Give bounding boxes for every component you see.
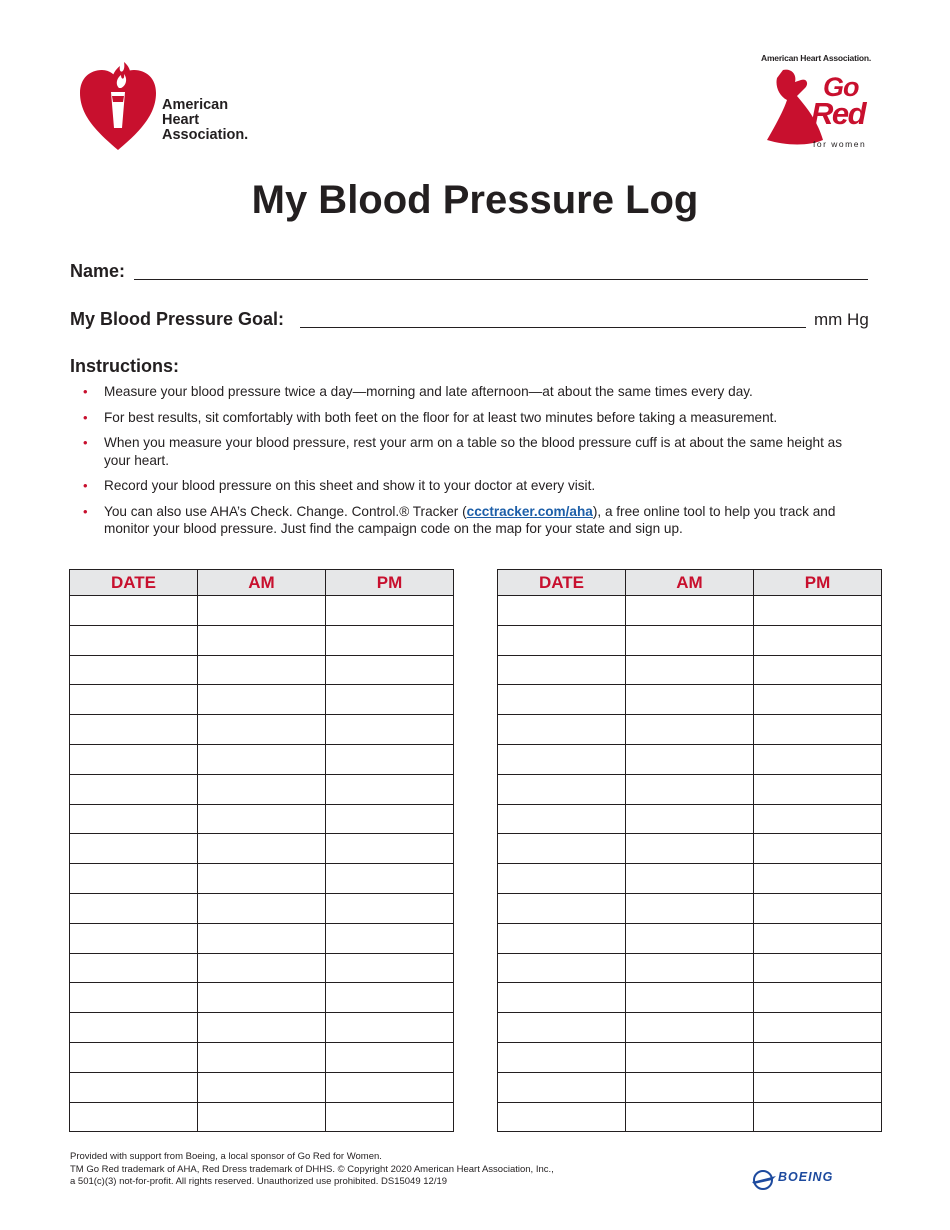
table-row: [70, 685, 454, 715]
footer-line: TM Go Red trademark of AHA, Red Dress trademark of DHHS. © Copyright 2020 American Heart Association, Inc.,: [70, 1163, 554, 1175]
column-header-am: AM: [198, 570, 326, 596]
goal-label: My Blood Pressure Goal:: [70, 309, 285, 329]
am-cell[interactable]: [626, 1013, 754, 1043]
table-row: [70, 893, 454, 923]
am-cell[interactable]: [626, 715, 754, 745]
list-item-text: ), a free online tool to help you track and monitor your blood pressure. Just find the campaign code on the map for your state and sign up.: [104, 503, 836, 536]
table-row: [70, 625, 454, 655]
am-cell[interactable]: [198, 953, 326, 983]
table-row: [70, 715, 454, 745]
am-cell[interactable]: [626, 655, 754, 685]
list-item-text: You can also use AHA’s Check. Change. Control.® Tracker (: [104, 503, 467, 519]
date-cell[interactable]: [70, 1102, 198, 1132]
am-cell[interactable]: [198, 834, 326, 864]
table-row: [498, 1013, 882, 1043]
am-cell[interactable]: [198, 655, 326, 685]
pm-cell[interactable]: [326, 715, 454, 745]
date-cell[interactable]: [70, 715, 198, 745]
date-cell[interactable]: [498, 1072, 626, 1102]
am-cell[interactable]: [626, 893, 754, 923]
aha-wordmark: [162, 98, 248, 143]
aha-logo: [78, 58, 278, 153]
table-row: [498, 834, 882, 864]
table-row: [498, 596, 882, 626]
am-cell[interactable]: [626, 864, 754, 894]
am-cell[interactable]: [626, 923, 754, 953]
table-row: [70, 923, 454, 953]
table-row: [70, 774, 454, 804]
pm-cell[interactable]: [754, 685, 882, 715]
pm-cell[interactable]: [326, 685, 454, 715]
table-row: [498, 983, 882, 1013]
date-cell[interactable]: [498, 923, 626, 953]
table-row: [70, 1102, 454, 1132]
table-row: [70, 983, 454, 1013]
date-cell[interactable]: [70, 744, 198, 774]
boeing-wordmark: BOEING: [778, 1170, 834, 1184]
name-label: Name:: [70, 261, 126, 281]
table-row: [70, 596, 454, 626]
date-cell[interactable]: [70, 1013, 198, 1043]
pm-cell[interactable]: [326, 655, 454, 685]
date-cell[interactable]: [498, 1013, 626, 1043]
date-cell[interactable]: [498, 625, 626, 655]
pm-cell[interactable]: [326, 923, 454, 953]
date-cell[interactable]: [70, 953, 198, 983]
column-header-pm: PM: [326, 570, 454, 596]
date-cell[interactable]: [70, 1042, 198, 1072]
footer-line: Provided with support from Boeing, a local sponsor of Go Red for Women.: [70, 1151, 382, 1162]
log-table-right: [497, 569, 882, 1132]
am-cell[interactable]: [626, 804, 754, 834]
pm-cell[interactable]: [326, 1102, 454, 1132]
pm-cell[interactable]: [754, 1102, 882, 1132]
pm-cell[interactable]: [754, 596, 882, 626]
pm-cell[interactable]: [754, 983, 882, 1013]
boeing-logo: [750, 1166, 870, 1196]
table-row: [70, 804, 454, 834]
date-cell[interactable]: [70, 655, 198, 685]
am-cell[interactable]: [198, 715, 326, 745]
date-cell[interactable]: [498, 1102, 626, 1132]
pm-cell[interactable]: [326, 804, 454, 834]
am-cell[interactable]: [626, 953, 754, 983]
goal-unit: mm Hg: [814, 310, 869, 329]
list-item: [70, 503, 870, 538]
am-cell[interactable]: [198, 804, 326, 834]
table-row: [70, 1013, 454, 1043]
pm-cell[interactable]: [326, 1072, 454, 1102]
date-cell[interactable]: [70, 923, 198, 953]
table-row: [498, 715, 882, 745]
date-cell[interactable]: [70, 774, 198, 804]
date-cell[interactable]: [498, 774, 626, 804]
table-row: [498, 625, 882, 655]
date-cell[interactable]: [498, 804, 626, 834]
pm-cell[interactable]: [754, 953, 882, 983]
table-row: [70, 1072, 454, 1102]
column-header-am: AM: [626, 570, 754, 596]
table-row: [70, 864, 454, 894]
am-cell[interactable]: [626, 983, 754, 1013]
table-row: [70, 1042, 454, 1072]
pm-cell[interactable]: [754, 625, 882, 655]
heart-torch-icon: [78, 58, 158, 153]
am-cell[interactable]: [626, 834, 754, 864]
list-item: • Measure your blood pressure twice a day—morning and late afternoon—at about the same times every day.: [70, 383, 870, 401]
am-cell[interactable]: [626, 685, 754, 715]
date-cell[interactable]: [498, 864, 626, 894]
pm-cell[interactable]: [326, 893, 454, 923]
date-cell[interactable]: [498, 893, 626, 923]
date-cell[interactable]: [498, 596, 626, 626]
am-cell[interactable]: [626, 625, 754, 655]
pm-cell[interactable]: [326, 864, 454, 894]
pm-cell[interactable]: [754, 1072, 882, 1102]
table-row: [498, 685, 882, 715]
date-cell[interactable]: [70, 1072, 198, 1102]
page-title: My Blood Pressure Log: [251, 178, 699, 222]
am-cell[interactable]: [198, 774, 326, 804]
go-red-logo: [755, 50, 895, 155]
table-row: [70, 655, 454, 685]
am-cell[interactable]: [198, 923, 326, 953]
date-cell[interactable]: [70, 983, 198, 1013]
name-input-line[interactable]: [134, 279, 868, 280]
am-cell[interactable]: [198, 1013, 326, 1043]
instructions-list: [70, 383, 870, 546]
date-cell[interactable]: [498, 655, 626, 685]
list-item: • For best results, sit comfortably with both feet on the floor for at least two minutes before taking a measurement.: [70, 409, 870, 427]
am-cell[interactable]: [626, 744, 754, 774]
am-cell[interactable]: [626, 1102, 754, 1132]
pm-cell[interactable]: [754, 923, 882, 953]
pm-cell[interactable]: [754, 864, 882, 894]
am-cell[interactable]: [198, 1102, 326, 1132]
date-cell[interactable]: [498, 744, 626, 774]
table-row: [70, 834, 454, 864]
table-row: [498, 655, 882, 685]
pm-cell[interactable]: [754, 804, 882, 834]
pm-cell[interactable]: [326, 625, 454, 655]
pm-cell[interactable]: [754, 774, 882, 804]
footer: [70, 1151, 670, 1189]
table-row: [498, 804, 882, 834]
pm-cell[interactable]: [326, 596, 454, 626]
pm-cell[interactable]: [326, 953, 454, 983]
log-table-left: [69, 569, 454, 1132]
pm-cell[interactable]: [754, 1013, 882, 1043]
pm-cell[interactable]: [326, 1013, 454, 1043]
table-row: [498, 923, 882, 953]
am-cell[interactable]: [198, 983, 326, 1013]
boeing-emblem-icon: [750, 1166, 778, 1194]
table-row: [498, 774, 882, 804]
list-item: • When you measure your blood pressure, rest your arm on a table so the blood pressure cuff is at about the same height as your heart.: [70, 434, 870, 469]
pm-cell[interactable]: [754, 834, 882, 864]
date-cell[interactable]: [70, 893, 198, 923]
pm-cell[interactable]: [326, 744, 454, 774]
am-cell[interactable]: [198, 1042, 326, 1072]
table-row: [498, 1042, 882, 1072]
pm-cell[interactable]: [754, 1042, 882, 1072]
aha-wordmark-line: Association.: [162, 127, 249, 143]
table-row: [498, 1072, 882, 1102]
go-red-word-red: Red: [811, 96, 866, 131]
go-red-org-name: American Heart Association.: [761, 53, 872, 63]
date-cell[interactable]: [70, 625, 198, 655]
go-red-tagline: for women: [813, 139, 867, 149]
am-cell[interactable]: [198, 596, 326, 626]
table-row: [70, 953, 454, 983]
date-cell[interactable]: [498, 1042, 626, 1072]
instructions-heading: Instructions:: [70, 356, 180, 376]
list-item: • Record your blood pressure on this sheet and show it to your doctor at every visit.: [70, 477, 870, 495]
date-cell[interactable]: [70, 596, 198, 626]
column-header-date: DATE: [70, 570, 198, 596]
date-cell[interactable]: [70, 834, 198, 864]
pm-cell[interactable]: [754, 655, 882, 685]
goal-input-line[interactable]: [300, 327, 806, 328]
date-cell[interactable]: [498, 834, 626, 864]
pm-cell[interactable]: [326, 774, 454, 804]
column-header-date: DATE: [498, 570, 626, 596]
aha-wordmark-line: Heart: [162, 112, 200, 128]
table-row: [498, 744, 882, 774]
am-cell[interactable]: [626, 1072, 754, 1102]
table-row: [70, 744, 454, 774]
am-cell[interactable]: [198, 685, 326, 715]
date-cell[interactable]: [498, 685, 626, 715]
table-row: [498, 893, 882, 923]
am-cell[interactable]: [198, 625, 326, 655]
pm-cell[interactable]: [754, 893, 882, 923]
date-cell[interactable]: [70, 864, 198, 894]
pm-cell[interactable]: [326, 834, 454, 864]
date-cell[interactable]: [70, 804, 198, 834]
aha-wordmark-line: American: [162, 97, 229, 113]
pm-cell[interactable]: [754, 715, 882, 745]
table-row: [498, 1102, 882, 1132]
go-red-word-go: Go: [823, 72, 859, 102]
table-row: [498, 864, 882, 894]
date-cell[interactable]: [498, 715, 626, 745]
pm-cell[interactable]: [754, 744, 882, 774]
am-cell[interactable]: [626, 596, 754, 626]
pm-cell[interactable]: [326, 1042, 454, 1072]
am-cell[interactable]: [626, 774, 754, 804]
am-cell[interactable]: [198, 744, 326, 774]
date-cell[interactable]: [498, 953, 626, 983]
am-cell[interactable]: [198, 893, 326, 923]
pm-cell[interactable]: [326, 983, 454, 1013]
footer-line: a 501(c)(3) not-for-profit. All rights reserved. Unauthorized use prohibited. DS15049 12/19: [70, 1176, 448, 1187]
date-cell[interactable]: [70, 685, 198, 715]
date-cell[interactable]: [498, 983, 626, 1013]
am-cell[interactable]: [626, 1042, 754, 1072]
table-row: [498, 953, 882, 983]
am-cell[interactable]: [198, 1072, 326, 1102]
am-cell[interactable]: [198, 864, 326, 894]
ccctracker-link[interactable]: ccctracker.com/aha: [466, 503, 593, 519]
column-header-pm: PM: [754, 570, 882, 596]
